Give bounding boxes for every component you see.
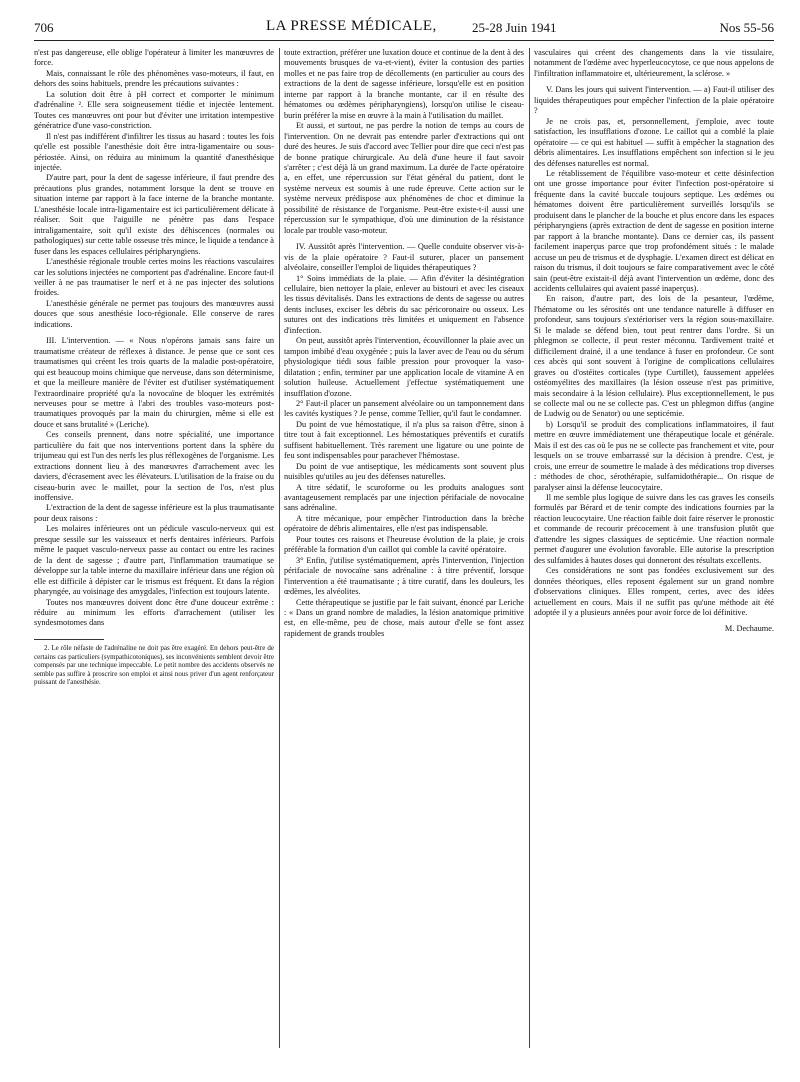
paragraph: vasculaires qui créent des changements dans la vie tissulaire, notamment de l'œdème avec hyperleucocytose, ce que nous appelons de l'infiltration inflammatoire et, ultérieurement, la sclérose. » <box>534 48 774 78</box>
paragraph: toute extraction, préférer une luxation douce et continue de la dent à des mouvements brusques de va-et-vient), éviter la contusion des parties molles et ne pas faire trop de décollements (en particulier au cours des extractions de la dent de sagesse inférieure, lorsqu'elle est en position interne par rapport à la branche montante, car il en résulte des hématomes ou œdèmes péripharyngiens), lorsqu'on utilise le ciseau-burin préférer la mise en œuvre à la main à l'utilisation du maillet. <box>284 48 524 120</box>
paragraph: D'autre part, pour la dent de sagesse inférieure, il faut prendre des précautions plus grandes, notamment lorsque la dent se trouve en situation interne par rapport à la face interne de la branche montante. L'anesthésie locale intra-ligamentaire est ici particulièrement délicate à réaliser. Soit que l'aiguille ne pénètre pas dans l'espace intraligamentaire, soit qu'il existe des déhiscences (normales ou pathologiques) sur cette table osseuse très mince, le liquide a tendance à fuser dans les espaces cellulaires péripharyngiens. <box>34 173 274 256</box>
paragraph: L'extraction de la dent de sagesse inférieure est la plus traumatisante pour deux raisons : <box>34 503 274 523</box>
footnote-rule <box>34 639 104 640</box>
paragraph: Il n'est pas indifférent d'infiltrer les tissus au hasard : toutes les fois qu'elle est possible l'anesthésie doit être intra-ligamentaire ou sous-périostée. Ainsi, on réduira au minimum la quantité d'anesthésique injectée. <box>34 131 274 172</box>
issue-number: Nos 55-56 <box>719 20 774 35</box>
column-divider <box>279 48 280 1048</box>
author-signature: M. Dechaume. <box>724 624 774 634</box>
paragraph: Du point de vue antiseptique, les médicaments sont souvent plus nuisibles qu'utiles au jeu des défenses naturelles. <box>284 461 524 482</box>
paragraph: 2° Faut-il placer un pansement alvéolaire ou un tamponnement dans les cavités kystiques ? Je pense, comme Tellier, qu'il faut le condamner. <box>284 398 524 419</box>
paragraph: Les molaires inférieures ont un pédicule vasculo-nerveux qui est presque sessile sur les vaisseaux et nerfs dentaires inférieurs. Parfois même le paquet vasculo-nerveux passe au contact ou entre les racines de la dent de sagesse ; d'autre part, l'inflammation traumatique se développe sur la table interne du maxillaire inférieur dans une région où elle est difficile à dépister car le trismus est fréquent. Et dans la région pharyngée, au voisinage des amygdales, l'infection est toujours latente. <box>34 524 274 597</box>
paragraph: A titre sédatif, le scuroforme ou les produits analogues sont avantageusement remplacés par une injection périfaciale de novocaïne sans adrénaline. <box>284 482 524 513</box>
paragraph: Le rétablissement de l'équilibre vaso-moteur et cette désinfection ont une grosse importance pour éviter l'infection post-opératoire si fréquente dans la cavité buccale toujours septique. Les œdèmes ou hématomes doivent être particulièrement surveillés lorsqu'ils se produisent dans le plancher de la bouche et plus encore dans les espaces péripharyngiens (après extraction de dent de sagesse en position interne par rapport à la branche montante). Dans ce dernier cas, ils passent facilement inaperçus parce que trop profondément situés : le malade accuse un peu de trismus et de dysphagie. L'examen direct est délicat en raison du trismus, il doit toujours se faire comparativement avec le côté sain (peut-être existait-il déjà avant l'intervention un œdème, donc des accidents cellulaires qui avaient passé inaperçus). <box>534 168 774 293</box>
paragraph: IV. Aussitôt après l'intervention. — Quelle conduite observer vis-à-vis de la plaie opératoire ? Faut-il suturer, placer un pansement alvéolaire, conseiller l'emploi de liquides thérapeutiques ? <box>284 242 524 273</box>
issue-date: 25-28 Juin 1941 <box>472 20 557 35</box>
paragraph: A titre mécanique, pour empêcher l'introduction dans la brèche opératoire de débris alimentaires, elle n'est pas indispensable. <box>284 513 524 534</box>
journal-title: LA PRESSE MÉDICALE, <box>266 18 437 34</box>
article-columns <box>34 48 774 1058</box>
page-header <box>34 18 774 41</box>
journal-page <box>34 18 774 1068</box>
paragraph: b) Lorsqu'il se produit des complications inflammatoires, il faut mettre en œuvre immédiatement une thérapeutique locale et générale. Mais il est des cas où le pus ne se collecte pas franchement et vite, pour lesquels on se trouve embarrassé sur la décision à prendre. C'est, je crois, une erreur de soumettre le malade à des médications trop diverses : méthodes de choc, sérothérapie, sulfamidothérapie... On risque de paralyser ainsi la défense leucocytaire. <box>534 419 774 492</box>
paragraph: Du point de vue hémostatique, il n'a plus sa raison d'être, sinon à titre tout à fait exceptionnel. Les hémostatiques préventifs et curatifs suffisent habituellement. Très rarement une ligature ou une pointe de feu sont indispensables pour parachever l'hémostase. <box>284 419 524 461</box>
paragraph: L'anesthésie régionale trouble certes moins les réactions vasculaires car les solutions injectées ne comportent pas d'adrénaline. Encore faut-il veiller à ne pas traumatiser le nerf et à ne pas injecter des solutions froides. <box>34 257 274 298</box>
column-1 <box>34 48 274 1058</box>
paragraph: On peut, aussitôt après l'intervention, écouvillonner la plaie avec un tampon imbibé d'eau oxygénée ; puis la laver avec de l'eau ou du sérum physiologique tiédi sous faible pression pour provoquer la vaso-dilatation ; enfin, terminer par une application locale de vitamine A en solution huileuse. Actuellement j'effectue systématiquement une insufflation d'ozone. <box>284 336 524 398</box>
paragraph: Et aussi, et surtout, ne pas perdre la notion de temps au cours de l'intervention. On ne devrait pas entendre parler d'extractions qui ont duré des heures. Je suis d'accord avec Tellier pour dire que ceci n'est pas de bonne pratique chirurgicale. Au delà d'une heure il faut savoir s'arrêter ; c'est déjà là un grand maximum. La durée de l'acte opératoire a, en effet, une répercussion sur l'état général du patient, dont le système nerveux est soumis à une rude épreuve. Cette action sur le système nerveux prédispose aux phénomènes de choc et diminue la possibilité de résistance de l'organisme. Peut-être existe-t-il aussi une répercussion sur le sympathique, d'où une diminution de la résistance locale par trouble vaso-moteur. <box>284 121 524 235</box>
column-divider <box>529 48 530 1048</box>
page-number: 706 <box>34 20 54 35</box>
paragraph: III. L'intervention. — « Nous n'opérons jamais sans faire un traumatisme créateur de réflexes à distance. Je pense que ce sont ces traumatismes qui créent les trois quarts de la maladie post-opératoire, qui est beaucoup moins chimique que nerveuse, dans son déterminisme, et que la meilleure manière de l'éviter est d'utiliser systématiquement l'extraordinaire propriété qu'a la novocaïne de bloquer les extrémités nerveuses pour se mettre à l'abri des troubles vaso-moteurs post-traumatiques provoqués par la main du chirurgien, même si elle est douce et sans brutalité » (Leriche). <box>34 336 274 429</box>
column-2 <box>284 48 524 1058</box>
paragraph: n'est pas dangereuse, elle oblige l'opérateur à limiter les manœuvres de force. <box>34 48 274 68</box>
paragraph: L'anesthésie générale ne permet pas toujours des manœuvres aussi douces que sous anesthésie loco-régionale. Elle conserve de rares indications. <box>34 298 274 329</box>
paragraph: 3° Enfin, j'utilise systématiquement, après l'intervention, l'injection périfaciale de novocaïne sans adrénaline : à titre préventif, lorsque l'intervention a été traumatisante ; à titre curatif, dans les douleurs, les œdèmes, les alvéolites. <box>284 555 524 597</box>
paragraph: Toutes nos manœuvres doivent donc être d'une douceur extrême : réduire au minimum les efforts d'arrachement (utiliser les syndesmotomes dans <box>34 597 274 628</box>
paragraph: La solution doit être à pH correct et comporter le minimum d'adrénaline ². Elle sera soigneusement tiédie et injectée lentement. Toutes ces manœuvres ont pour but d'éviter une irritation intempestive génératrice d'une vaso-constriction. <box>34 89 274 131</box>
footnote: 2. Le rôle néfaste de l'adrénaline ne doit pas être exagéré. En dehors peut-être de certains cas particuliers (sympathicotoniques), ses inconvénients semblent devoir être compensés par une technique impeccable. Le petit nombre des accidents observés ne semble pas suffire à proscrire son emploi et ainsi nous priver d'un agent renforçateur puissant de l'anesthésie. <box>34 643 274 687</box>
paragraph: Ces conseils prennent, dans notre spécialité, une importance particulière du fait que nos interventions portent dans la sphère du trijumeau qui est l'un des nerfs les plus réflexogènes de l'organisme. Les extractions donnent lieu à des manœuvres d'arrachement avec les daviers, d'écrasement avec les élévateurs. L'utilisation de la fraise ou du ciseau-burin avec le maillet, pour la section de l'os, n'est plus inoffensive. <box>34 430 274 503</box>
paragraph: V. Dans les jours qui suivent l'intervention. — a) Faut-il utiliser des liquides thérapeutiques pour empêcher l'infection de la plaie opératoire ? <box>534 85 774 116</box>
paragraph: Il me semble plus logique de suivre dans les cas graves les conseils formulés par Bérard et de tenir compte des indications fournies par la réaction leucocytaire. Une réaction faible doit faire réserver le pronostic et commande de recourir précocement à une transfusion plutôt que d'attendre les signes classiques de septicémie. Une réaction normale permet d'augurer une évolution favorable. Elle autorise la prescription des sulfamides à hautes doses qui donneront des résultats excellents. <box>534 493 774 565</box>
paragraph: Je ne crois pas, et, personnellement, j'emploie, avec toute satisfaction, les insufflations d'ozone. Le caillot qui a comblé la plaie opératoire — ce qui est habituel — suffit à empêcher la stagnation des débris alimentaires. Les insufflations empêchent son infection si le jeu des défenses naturelles est normal. <box>534 116 774 168</box>
column-3 <box>534 48 774 1058</box>
paragraph: Pour toutes ces raisons et l'heureuse évolution de la plaie, je crois préférable la formation d'un caillot qui comble la cavité opératoire. <box>284 534 524 555</box>
paragraph: Cette thérapeutique se justifie par le fait suivant, énoncé par Leriche : « Dans un grand nombre de maladies, la lésion anatomique primitive est, en elle-même, peu de chose, mais autour d'elle se font assez rapidement de grands troubles <box>284 597 524 638</box>
paragraph: Mais, connaissant le rôle des phénomènes vaso-moteurs, il faut, en dehors des soins habituels, prendre les précautions suivantes : <box>34 68 274 89</box>
paragraph: Ces considérations ne sont pas fondées exclusivement sur des données théoriques, elles reposent également sur un grand nombre d'observations cliniques. Elles rompent, certes, avec des idées actuellement en cours. Mais il ne suffit pas qu'une méthode ait été adoptée il y a plusieurs années pour avoir force de loi définitive. <box>534 566 774 618</box>
paragraph: 1° Soins immédiats de la plaie. — Afin d'éviter la désintégration cellulaire, bien nettoyer la plaie, enlever au bistouri et avec les ciseaux les tissus dévitalisés. Dans les extractions de dents de sagesse ou autres dents incluses, exciser les débris du sac péricoronaire ou osseux. Les sutures ont des indications très limitées et uniquement en l'absence d'infection. <box>284 273 524 335</box>
paragraph: En raison, d'autre part, des lois de la pesanteur, l'œdème, l'hématome ou les sérosités ont une tendance naturelle à diffuser en profondeur, sans toujours s'extérioriser vers la région sous-maxillaire. Si le malade se défend bien, tout peut rentrer dans l'ordre. Si un phlegmon se collecte, il peut rester méconnu. Tardivement traité et difficilement drainé, il a une tendance à fuser en profondeur. Ce sont ces abcès qui sont souvent à l'origine de complications cellulaires graves ou d'ostéites corticales (type Curtillet), faussement appelées ostéomyélites des maxillaires (la lésion osseuse n'est pas primitive, mais secondaire à la lésion cellulaire). Plus exceptionnellement, le pus se collecte mal ou ne se collecte pas. C'est un phlegmon diffus (angine de Ludwig ou de Senator) ou une septicémie. <box>534 294 774 419</box>
